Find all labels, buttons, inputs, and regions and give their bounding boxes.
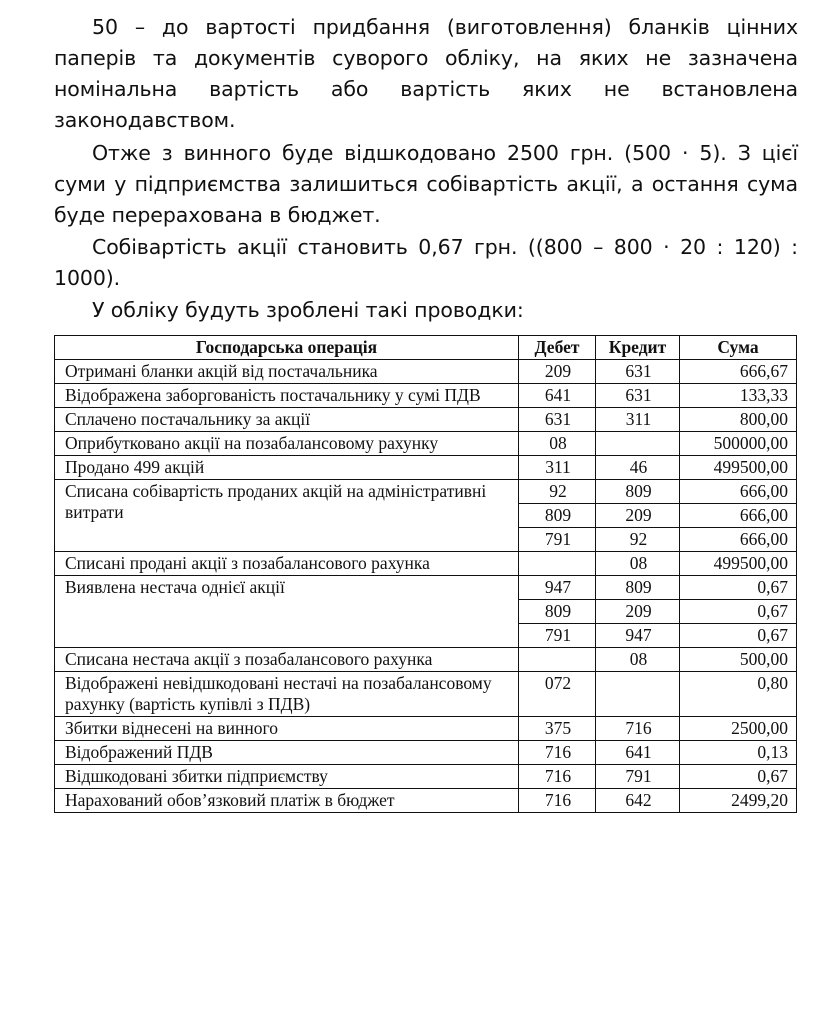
credit-cell: 716: [596, 717, 680, 741]
paragraph-2: [54, 138, 798, 231]
debit-cell: [519, 648, 596, 672]
table-row: [55, 408, 797, 432]
credit-cell: 791: [596, 765, 680, 789]
credit-cell: 631: [596, 360, 680, 384]
sum-cell: 500000,00: [680, 432, 797, 456]
operation-cell: Отримані бланки акцій від постачальника: [55, 360, 519, 384]
paragraph-1-text: 50 – до вартості придбання (виготовлення) бланків цінних паперів та документів суворого обліку, на яких не зазначена номінальна вартість або вартість яких не встановлена законодавством.: [54, 15, 798, 132]
credit-cell: 631: [596, 384, 680, 408]
paragraph-2-text: Отже з винного буде відшкодовано 2500 грн. (500 · 5). З цієї суми у підприємства залишиться собівартість акції, а остання сума буде перерахована в бюджет.: [54, 141, 798, 227]
accounting-entries-table: [54, 335, 797, 813]
sum-cell: 666,67: [680, 360, 797, 384]
debit-cell: 716: [519, 765, 596, 789]
table-row: [55, 741, 797, 765]
operation-cell: Відображена заборгованість постачальнику у сумі ПДВ: [55, 384, 519, 408]
sum-cell: 0,67: [680, 624, 797, 648]
debit-cell: 92: [519, 480, 596, 504]
sum-cell: 666,00: [680, 480, 797, 504]
table-header-row: [55, 336, 797, 360]
table-row: [55, 552, 797, 576]
operation-cell: Нарахований обов’язковий платіж в бюджет: [55, 789, 519, 813]
debit-cell: 809: [519, 600, 596, 624]
paragraph-4: [54, 295, 798, 326]
operation-cell: Списана собівартість проданих акцій на адміністративні витрати: [55, 480, 519, 552]
debit-cell: 209: [519, 360, 596, 384]
debit-cell: 641: [519, 384, 596, 408]
debit-cell: 947: [519, 576, 596, 600]
paragraph-4-text: У обліку будуть зроблені такі проводки:: [92, 298, 524, 322]
table-body: [55, 360, 797, 813]
operation-cell: Продано 499 акцій: [55, 456, 519, 480]
sum-cell: 499500,00: [680, 552, 797, 576]
credit-cell: 809: [596, 576, 680, 600]
debit-cell: 809: [519, 504, 596, 528]
sum-cell: 0,13: [680, 741, 797, 765]
credit-cell: 642: [596, 789, 680, 813]
table-row: [55, 360, 797, 384]
paragraph-3: [54, 232, 798, 294]
credit-cell: 46: [596, 456, 680, 480]
table-row: [55, 789, 797, 813]
header-credit: Кредит: [596, 336, 680, 360]
table-row: [55, 480, 797, 504]
header-debit: Дебет: [519, 336, 596, 360]
sum-cell: 666,00: [680, 504, 797, 528]
credit-cell: 311: [596, 408, 680, 432]
debit-cell: 791: [519, 624, 596, 648]
table-row: [55, 672, 797, 717]
table-row: [55, 576, 797, 600]
sum-cell: 133,33: [680, 384, 797, 408]
operation-cell: Сплачено постачальнику за акції: [55, 408, 519, 432]
operation-cell: Списана нестача акції з позабалансового рахунка: [55, 648, 519, 672]
sum-cell: 2500,00: [680, 717, 797, 741]
debit-cell: 716: [519, 789, 596, 813]
table-row: [55, 717, 797, 741]
credit-cell: 08: [596, 552, 680, 576]
debit-cell: 791: [519, 528, 596, 552]
operation-cell: Відшкодовані збитки підприємству: [55, 765, 519, 789]
debit-cell: 716: [519, 741, 596, 765]
debit-cell: 072: [519, 672, 596, 717]
sum-cell: 666,00: [680, 528, 797, 552]
debit-cell: 375: [519, 717, 596, 741]
operation-cell: Відображені невідшкодовані нестачі на позабалансовому рахунку (вартість купівлі з ПДВ): [55, 672, 519, 717]
sum-cell: 499500,00: [680, 456, 797, 480]
credit-cell: [596, 672, 680, 717]
sum-cell: 500,00: [680, 648, 797, 672]
table-row: [55, 384, 797, 408]
credit-cell: 809: [596, 480, 680, 504]
operation-cell: Оприбутковано акції на позабалансовому рахунку: [55, 432, 519, 456]
credit-cell: 641: [596, 741, 680, 765]
debit-cell: 631: [519, 408, 596, 432]
sum-cell: 800,00: [680, 408, 797, 432]
table-row: [55, 432, 797, 456]
credit-cell: 92: [596, 528, 680, 552]
operation-cell: Відображений ПДВ: [55, 741, 519, 765]
paragraph-3-text: Собівартість акції становить 0,67 грн. ((800 – 800 · 20 : 120) : 1000).: [54, 235, 798, 290]
table-row: [55, 456, 797, 480]
credit-cell: 947: [596, 624, 680, 648]
header-sum: Сума: [680, 336, 797, 360]
operation-cell: Збитки віднесені на винного: [55, 717, 519, 741]
sum-cell: 2499,20: [680, 789, 797, 813]
credit-cell: 209: [596, 504, 680, 528]
table-row: [55, 765, 797, 789]
operation-cell: Списані продані акції з позабалансового рахунка: [55, 552, 519, 576]
paragraph-1: [54, 12, 798, 136]
debit-cell: [519, 552, 596, 576]
operation-cell: Виявлена нестача однієї акції: [55, 576, 519, 648]
credit-cell: 209: [596, 600, 680, 624]
sum-cell: 0,80: [680, 672, 797, 717]
credit-cell: 08: [596, 648, 680, 672]
header-operation: Господарська операція: [55, 336, 519, 360]
debit-cell: 08: [519, 432, 596, 456]
credit-cell: [596, 432, 680, 456]
sum-cell: 0,67: [680, 576, 797, 600]
table-row: [55, 648, 797, 672]
sum-cell: 0,67: [680, 600, 797, 624]
sum-cell: 0,67: [680, 765, 797, 789]
debit-cell: 311: [519, 456, 596, 480]
